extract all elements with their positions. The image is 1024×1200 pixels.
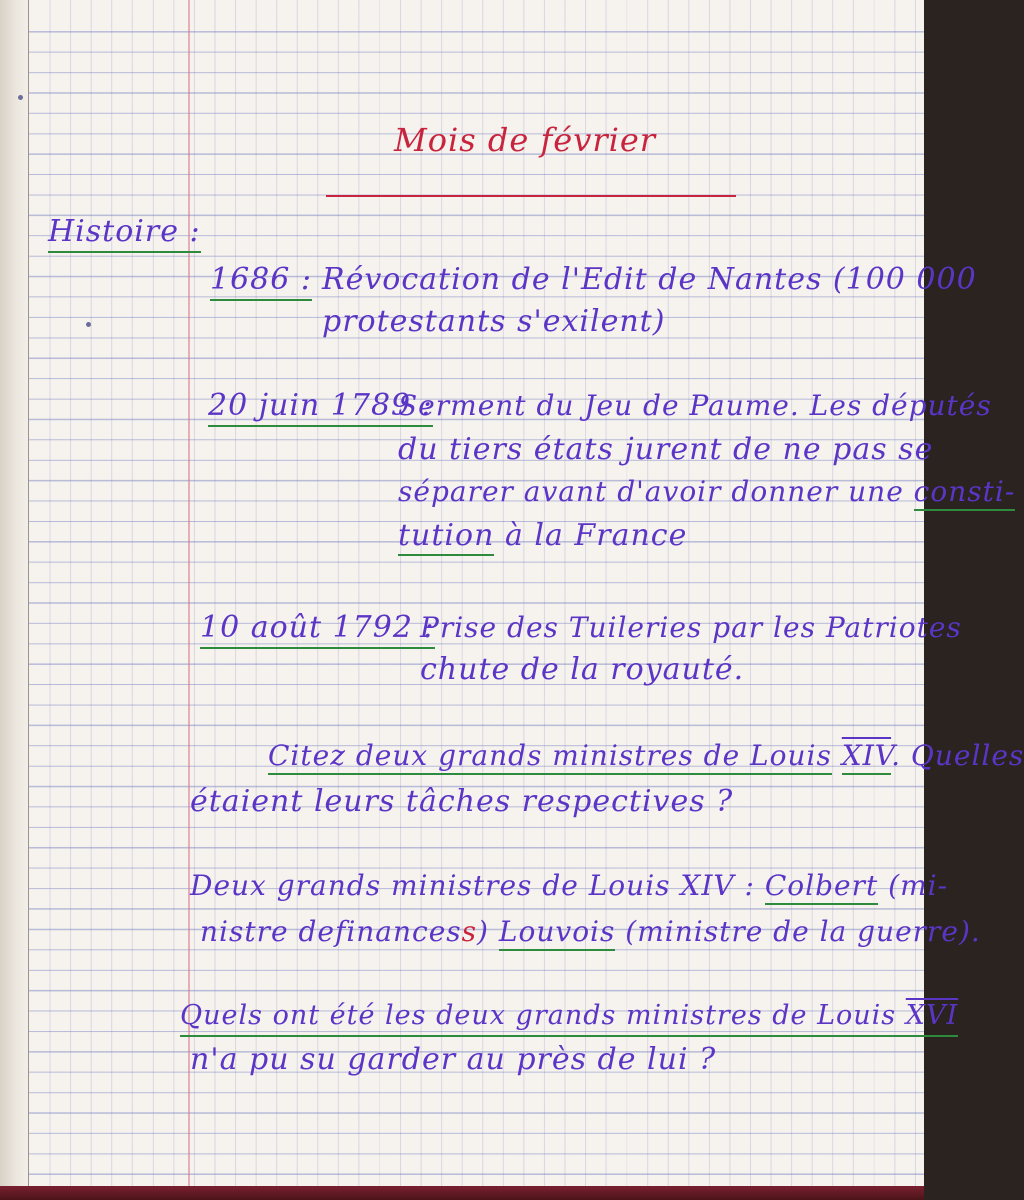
entry-text-line: protestants s'exilent) (322, 304, 666, 339)
entry-text-fragment: séparer avant d'avoir donner une (398, 475, 904, 508)
red-correction: s (461, 915, 478, 948)
answer-line (190, 868, 948, 904)
question-line: n'a pu su garder au près de lui ? (190, 1042, 717, 1077)
underlined-word: consti- (914, 475, 1016, 511)
answer-text-fragment: ) (477, 915, 489, 948)
answer-text-fragment: (mi- (888, 869, 949, 902)
entry-text-line: Serment du Jeu de Paume. Les députés (398, 389, 992, 422)
roman-numeral: $\overline{XIV}$ (842, 739, 891, 775)
entry-date: 1686 : (210, 262, 312, 301)
page-title: Mois de février (394, 121, 657, 159)
answer-text-fragment: Deux grands ministres de Louis XIV : (190, 869, 755, 902)
answer-text-fragment: (ministre de la guerre). (625, 915, 981, 948)
entry-text-fragment: à la France (504, 518, 688, 553)
entry-text-line: du tiers états jurent de ne pas se (398, 432, 934, 467)
question-text-fragment: . Quelles (891, 739, 1024, 772)
question-text-fragment: Quels ont été les deux grands ministres de Louis (180, 1000, 897, 1031)
title-underline (326, 195, 736, 197)
answer-line (200, 914, 981, 950)
entry-text-line: Prise des Tuileries par les Patriotes (420, 611, 962, 644)
answer-text-fragment: nistre definances (200, 915, 462, 948)
notebook-spine (0, 0, 29, 1200)
minister-name: Colbert (765, 869, 878, 905)
entry-date: 10 août 1792 : (200, 610, 435, 649)
minister-name: Louvois (499, 915, 615, 951)
roman-numeral: $\overline{XVI}$ (905, 1000, 959, 1031)
entry-text-line (398, 474, 1015, 510)
page-mark (18, 95, 23, 100)
question-line: étaient leurs tâches respectives ? (190, 784, 734, 819)
section-heading: Histoire : (48, 214, 201, 253)
entry-text-line (398, 518, 687, 554)
entry-text-line: chute de la royauté. (420, 652, 745, 687)
underlined-word: tution (398, 518, 494, 556)
cover-edge (0, 1186, 924, 1200)
question-line (268, 738, 1024, 774)
question-line (180, 998, 958, 1037)
entry-text-line: Révocation de l'Edit de Nantes (100 000 (322, 262, 977, 297)
entry-date: 20 juin 1789 : (208, 388, 433, 427)
question-underlined-text: Citez deux grands ministres de Louis (268, 739, 832, 775)
page-mark (86, 322, 91, 327)
